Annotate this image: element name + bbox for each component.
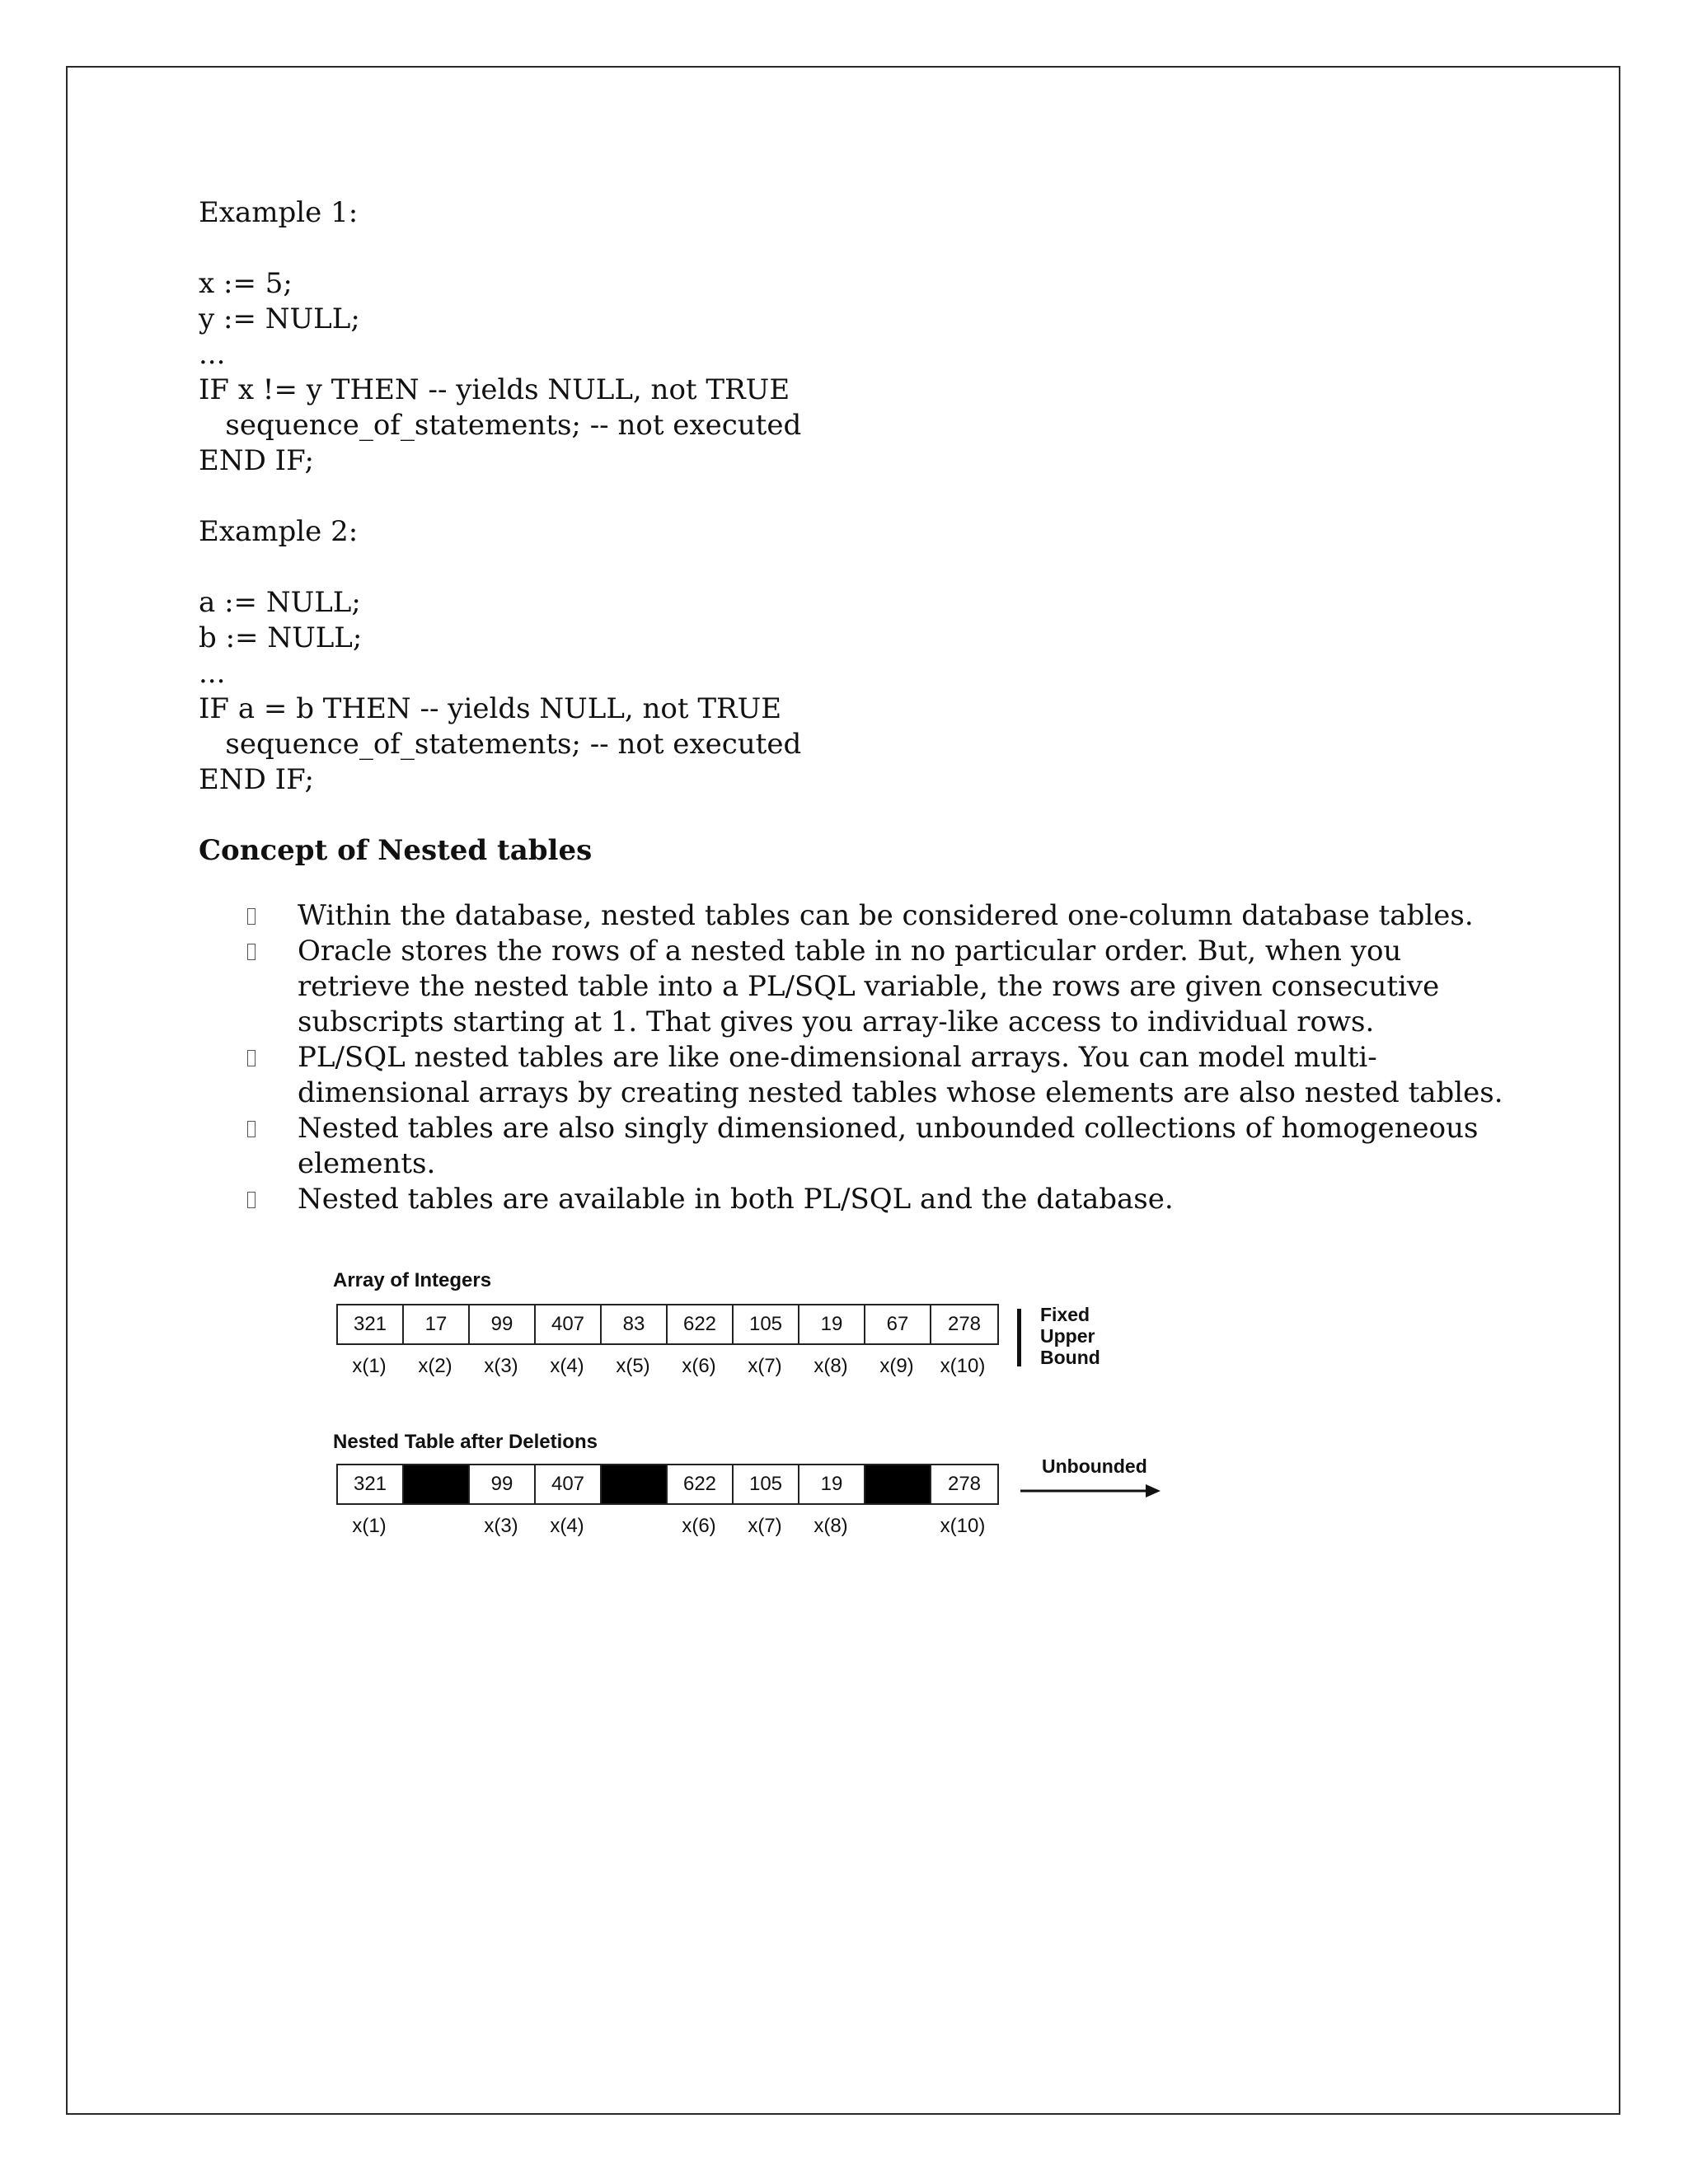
- nested-index: x(4): [550, 1515, 584, 1537]
- array-index: x(7): [748, 1355, 782, 1377]
- nested-cell: 19: [799, 1465, 865, 1503]
- fixed-label-line: Bound: [1040, 1347, 1100, 1368]
- array-index-row: [336, 1355, 996, 1378]
- nested-cell-deleted: [602, 1465, 668, 1503]
- array-cell: 17: [404, 1305, 470, 1343]
- nested-cell: 278: [947, 1473, 982, 1495]
- bullet-icon: [247, 1192, 256, 1208]
- nested-cell-deleted: [865, 1465, 931, 1503]
- nested-cell: 622: [668, 1465, 734, 1503]
- array-index: x(2): [418, 1355, 452, 1377]
- nested-index: [402, 1515, 468, 1538]
- code-line: y := NULL;: [199, 302, 360, 335]
- nested-index: x(6): [682, 1515, 716, 1537]
- bullet-icon: [247, 908, 256, 925]
- nested-cell: 105: [734, 1465, 799, 1503]
- nested-index: [600, 1515, 666, 1538]
- code-line: ...: [199, 338, 226, 371]
- array-index: x(4): [550, 1355, 584, 1377]
- array-cell: 278: [947, 1313, 982, 1335]
- nested-index: x(1): [352, 1515, 387, 1537]
- code-line: sequence_of_statements; -- not executed: [199, 409, 802, 442]
- nested-index: [864, 1515, 930, 1538]
- code-line: IF x != y THEN -- yields NULL, not TRUE: [199, 373, 790, 406]
- nested-index: x(10): [940, 1515, 986, 1537]
- array-index: x(1): [352, 1355, 387, 1377]
- example2-title: Example 2:: [199, 515, 359, 548]
- fixed-bound-bar: [1017, 1309, 1021, 1366]
- nested-index: x(3): [484, 1515, 518, 1537]
- bullet-text: PL/SQL nested tables are like one-dimensional arrays. You can model multi-dimensional arrays by creating nested tables whose elements are also nested tables.: [298, 1041, 1503, 1109]
- array-cell: 105: [734, 1305, 799, 1343]
- unbounded-arrow-icon: [1020, 1482, 1162, 1500]
- bullet-list: [199, 898, 1517, 1217]
- nested-row: [336, 1464, 999, 1505]
- code-line: sequence_of_statements; -- not executed: [199, 728, 802, 761]
- bullet-icon: [247, 944, 256, 960]
- nested-cell: 99: [470, 1465, 536, 1503]
- array-index: x(8): [814, 1355, 848, 1377]
- bullet-item: [199, 898, 1517, 934]
- array-cell: 622: [668, 1305, 734, 1343]
- array-cell: 83: [602, 1305, 668, 1343]
- fixed-label-line: Upper: [1040, 1325, 1095, 1347]
- nested-index-row: [336, 1515, 996, 1538]
- array-index: x(5): [616, 1355, 650, 1377]
- bullet-text: Nested tables are also singly dimensioned, unbounded collections of homogeneous elements.: [298, 1112, 1479, 1180]
- array-cell: 19: [799, 1305, 865, 1343]
- array-row: [336, 1304, 999, 1345]
- bullet-item: [199, 1040, 1517, 1111]
- bullet-item: [199, 1111, 1517, 1182]
- bullet-text: Oracle stores the rows of a nested table in no particular order. But, when you retrieve the nested table into a PL/SQL variable, the rows are given consecutive subscripts starting at 1. That gives you array-like access to individual rows.: [298, 935, 1440, 1038]
- array-index: x(6): [682, 1355, 716, 1377]
- example1-title: Example 1:: [199, 196, 359, 229]
- bullet-text: Within the database, nested tables can be considered one-column database tables.: [298, 899, 1474, 932]
- bullet-icon: [247, 1050, 256, 1066]
- array-cell: 99: [470, 1305, 536, 1343]
- code-line: b := NULL;: [199, 621, 363, 654]
- nested-cell-deleted: [404, 1465, 470, 1503]
- nested-table-figure: [330, 1269, 1187, 1549]
- fixed-upper-bound-label: [1040, 1304, 1100, 1368]
- document-body: [199, 195, 1517, 1217]
- array-index: x(9): [879, 1355, 914, 1377]
- array-cell: 321: [338, 1305, 404, 1343]
- bullet-icon: [247, 1121, 256, 1137]
- nested-cell: 321: [338, 1465, 404, 1503]
- nested-cell: 407: [536, 1465, 602, 1503]
- bullet-item: [199, 1182, 1517, 1217]
- array-title: Array of Integers: [333, 1269, 492, 1291]
- code-line: x := 5;: [199, 267, 293, 300]
- nested-index: x(7): [748, 1515, 782, 1537]
- section-heading: Concept of Nested tables: [199, 834, 593, 867]
- nested-title: Nested Table after Deletions: [333, 1431, 598, 1453]
- code-line: IF a = b THEN -- yields NULL, not TRUE: [199, 692, 782, 725]
- bullet-text: Nested tables are available in both PL/SQL and the database.: [298, 1183, 1174, 1216]
- array-cell: 407: [536, 1305, 602, 1343]
- array-index: x(3): [484, 1355, 518, 1377]
- code-line: END IF;: [199, 763, 314, 796]
- unbounded-label: Unbounded: [1042, 1455, 1147, 1477]
- bullet-item: [199, 934, 1517, 1040]
- code-line: ...: [199, 657, 226, 690]
- nested-index: x(8): [814, 1515, 848, 1537]
- array-cell: 67: [865, 1305, 931, 1343]
- fixed-label-line: Fixed: [1040, 1304, 1090, 1325]
- code-line: END IF;: [199, 444, 314, 477]
- array-index: x(10): [940, 1355, 986, 1377]
- code-line: a := NULL;: [199, 586, 361, 619]
